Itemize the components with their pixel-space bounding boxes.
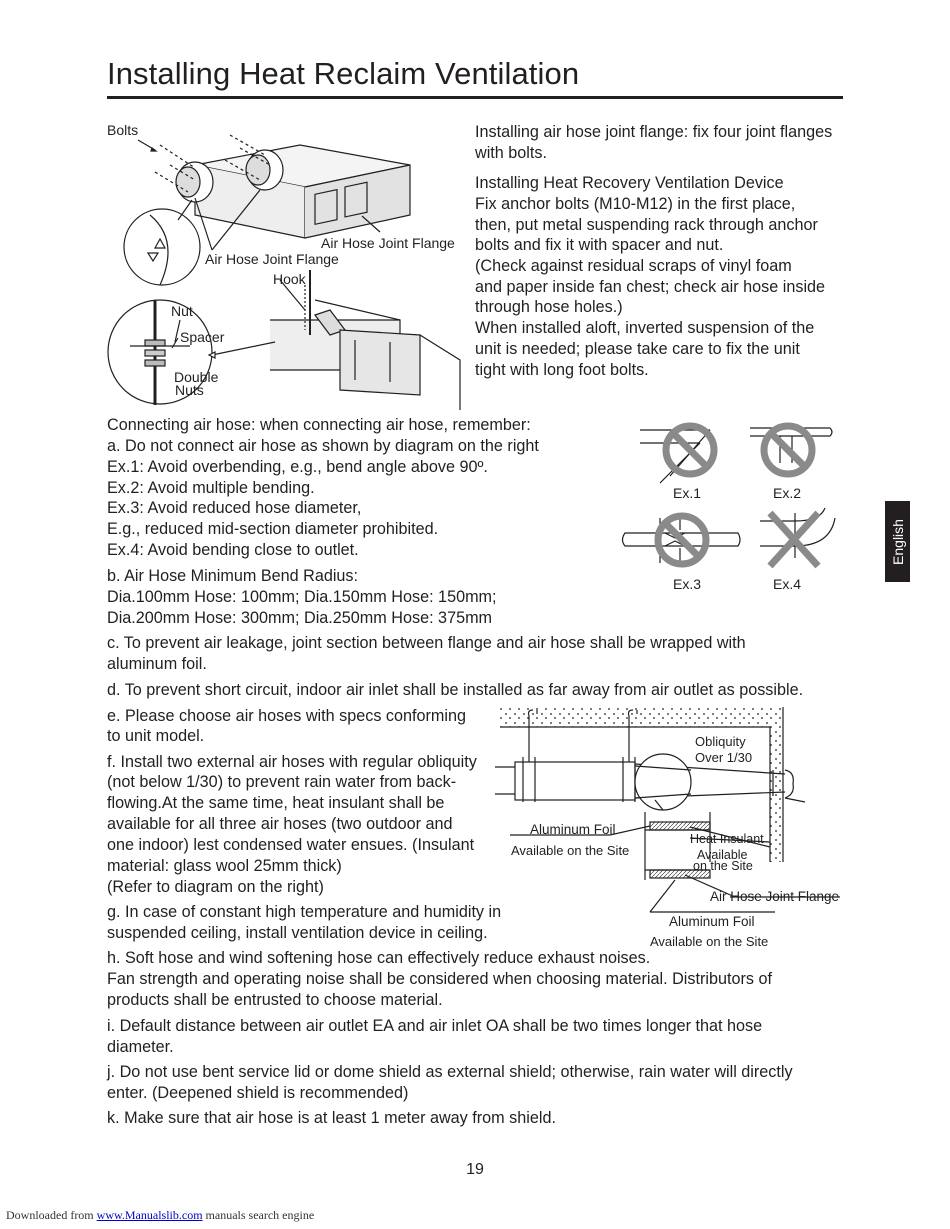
footer-suffix: manuals search engine [202, 1208, 315, 1222]
heat-insulant-avail-1: Available [697, 848, 748, 862]
item-c-line: aluminum foil. [107, 655, 207, 673]
item-d-line: d. To prevent short circuit, indoor air inlet shall be installed as far away from air outlet as possible. [107, 681, 804, 699]
text-line: products shall be entrusted to choose material. [107, 991, 443, 1009]
nut-label: Nut [171, 303, 193, 319]
aluminum-foil-label-2: Aluminum Foil [669, 914, 755, 929]
air-hose-joint-flange-label-3: Air Hose Joint Flange [710, 889, 840, 904]
aluminum-foil-label-1: Aluminum Foil [530, 822, 616, 837]
text-line: and paper inside fan chest; check air hose inside [475, 278, 826, 296]
page-title: Installing Heat Reclaim Ventilation [107, 56, 580, 91]
text-line: material: glass wool 25mm thick) [107, 857, 342, 875]
text-line: one indoor) lest condensed water ensues. (Insulant [107, 836, 475, 854]
double-nuts-label-1: Double [174, 369, 219, 385]
text-line: with bolts. [475, 144, 547, 162]
text-line: Fan strength and operating noise shall be considered when choosing material. Distributors of [107, 970, 772, 988]
text-line: g. In case of constant high temperature and humidity in [107, 903, 502, 921]
language-tab-label: English [889, 518, 906, 565]
obliquity-label-2: Over 1/30 [695, 750, 753, 765]
hook-label: Hook [273, 271, 306, 287]
text-line: j. Do not use bent service lid or dome shield as external shield; otherwise, rain water will directly [107, 1063, 793, 1081]
text-line: Dia.100mm Hose: 100mm; Dia.150mm Hose: 150mm; [107, 588, 497, 606]
text-line: diameter. [107, 1038, 174, 1056]
text-line: Connecting air hose: when connecting air hose, remember: [107, 416, 531, 434]
bad-connection-examples-figure [620, 418, 850, 578]
text-line: f. Install two external air hoses with regular obliquity [107, 753, 477, 771]
text-line: (not below 1/30) to prevent rain water from back- [107, 773, 457, 791]
text-line: Dia.200mm Hose: 300mm; Dia.250mm Hose: 375mm [107, 609, 493, 627]
text-line: e. Please choose air hoses with specs conforming [107, 707, 467, 725]
example-3-label: Ex.3 [673, 576, 702, 592]
manualslib-link[interactable]: www.Manualslib.com [96, 1208, 203, 1222]
text-line: suspended ceiling, install ventilation device in ceiling. [107, 924, 488, 942]
double-nuts-label-2: Nuts [175, 382, 204, 398]
air-hose-joint-flange-label: Air Hose Joint Flange [321, 235, 455, 251]
text-line: When installed aloft, inverted suspension of the [475, 319, 815, 337]
air-hose-joint-flange-label-2: Air Hose Joint Flange [205, 251, 339, 267]
bolts-label: Bolts [107, 122, 139, 138]
text-line: Installing air hose joint flange: fix four joint flanges [475, 123, 833, 141]
text-line: Installing Heat Recovery Ventilation Device [475, 174, 784, 192]
text-line: Ex.2: Avoid multiple bending. [107, 479, 315, 497]
page-number: 19 [466, 1161, 484, 1178]
aluminum-foil-label-1-sub: Available on the Site [511, 843, 630, 858]
footer-prefix: Downloaded from [6, 1208, 97, 1222]
text-line: then, put metal suspending rack through anchor [475, 216, 818, 234]
text-line: i. Default distance between air outlet EA and air inlet OA shall be two times longer that hose [107, 1017, 763, 1035]
example-4-label: Ex.4 [773, 576, 802, 592]
language-tab [885, 501, 910, 582]
text-line: Ex.4: Avoid bending close to outlet. [107, 541, 359, 559]
text-line: tight with long foot bolts. [475, 361, 649, 379]
text-line: (Refer to diagram on the right) [107, 878, 324, 896]
example-1-label: Ex.1 [673, 485, 702, 501]
aluminum-foil-label-2-sub: Available on the Site [650, 934, 769, 949]
heat-insulant-label: Heat Insulant [690, 832, 764, 846]
download-footer [6, 1208, 314, 1223]
text-line: through hose holes.) [475, 298, 623, 316]
text-line: b. Air Hose Minimum Bend Radius: [107, 567, 359, 585]
text-line: enter. (Deepened shield is recommended) [107, 1084, 409, 1102]
text-line: bolts and fix it with spacer and nut. [475, 236, 724, 254]
text-line: Ex.1: Avoid overbending, e.g., bend angle above 90º. [107, 458, 488, 476]
text-line: to unit model. [107, 727, 205, 745]
obliquity-label-1: Obliquity [695, 734, 746, 749]
text-line: Ex.3: Avoid reduced hose diameter, [107, 499, 362, 517]
text-line: Fix anchor bolts (M10-M12) in the first place, [475, 195, 796, 213]
example-2-label: Ex.2 [773, 485, 802, 501]
heat-insulant-avail-2: on the Site [693, 859, 753, 873]
text-line: k. Make sure that air hose is at least 1 meter away from shield. [107, 1109, 556, 1127]
item-c-line: c. To prevent air leakage, joint section between flange and air hose shall be wrapped with [107, 634, 746, 652]
text-line: h. Soft hose and wind softening hose can effectively reduce exhaust noises. [107, 949, 651, 967]
spacer-label: Spacer [180, 329, 225, 345]
text-line: (Check against residual scraps of vinyl foam [475, 257, 792, 275]
text-line: unit is needed; please take care to fix the unit [475, 340, 800, 358]
title-rule [107, 96, 843, 99]
text-line: available for all three air hoses (two outdoor and [107, 815, 453, 833]
text-line: flowing.At the same time, heat insulant shall be [107, 794, 445, 812]
text-line: a. Do not connect air hose as shown by diagram on the right [107, 437, 539, 455]
text-line: E.g., reduced mid-section diameter prohibited. [107, 520, 439, 538]
